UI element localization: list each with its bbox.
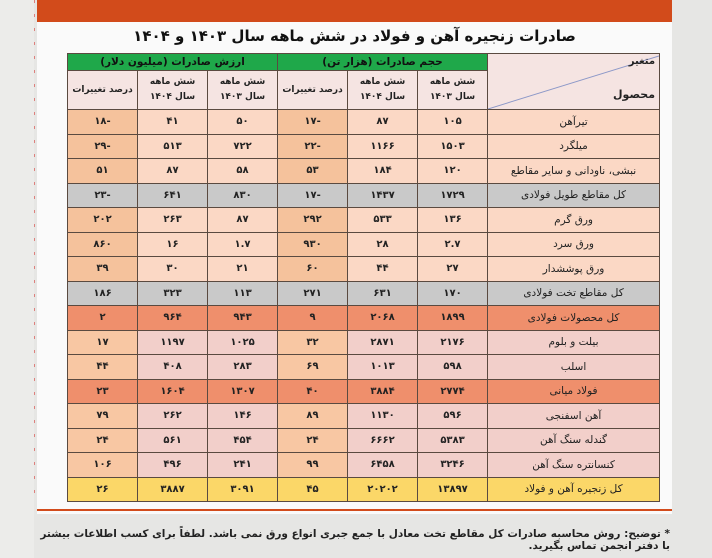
table-row: [68, 208, 660, 233]
vol-1404-cell: ۴۴: [348, 257, 418, 282]
product-name-cell: ورق گرم: [488, 208, 660, 233]
vol-pct-cell: -۲۲: [278, 134, 348, 159]
vol-1403-cell: ۳۲۴۶: [418, 453, 488, 478]
vol-pct-cell: ۶۰: [278, 257, 348, 282]
vol-1404-cell: ۱۰۱۳: [348, 355, 418, 380]
vol-1404-cell: ۶۶۶۲: [348, 428, 418, 453]
table-row: [68, 159, 660, 184]
vol-1403-cell: ۱۸۹۹: [418, 306, 488, 331]
vol-1403-cell: ۱۷۲۹: [418, 183, 488, 208]
vol-1403-cell: ۲۷۷۴: [418, 379, 488, 404]
exports-table: [67, 53, 660, 502]
vol-pct-cell: ۲۹۲: [278, 208, 348, 233]
val-1404-cell: ۳۲۳: [138, 281, 208, 306]
vol-pct-cell: -۱۷: [278, 183, 348, 208]
vol-1403-cell: ۵۳۸۳: [418, 428, 488, 453]
vol-1404-cell: ۱۱۳۰: [348, 404, 418, 429]
vol-1403-cell: ۲۷: [418, 257, 488, 282]
val-pct-cell: ۸۶۰: [68, 232, 138, 257]
val-pct-cell: -۲۳: [68, 183, 138, 208]
val-pct-cell: ۳۹: [68, 257, 138, 282]
corner-header: [488, 54, 660, 110]
vol-1403-cell: ۵۹۸: [418, 355, 488, 380]
val-pct-cell: -۲۹: [68, 134, 138, 159]
val-pct-cell: ۱۰۶: [68, 453, 138, 478]
val-1403-cell: ۵۸: [208, 159, 278, 184]
val-1404-cell: ۳۸۸۷: [138, 477, 208, 502]
vol-1404-cell: ۸۷: [348, 110, 418, 135]
left-margin: [0, 0, 34, 558]
vol-pct-cell: ۹: [278, 306, 348, 331]
vol-1404-header: شش ماهه سال ۱۴۰۴: [348, 71, 418, 110]
table-row: [68, 281, 660, 306]
vol-pct-cell: ۹۹: [278, 453, 348, 478]
vol-1404-cell: ۶۴۵۸: [348, 453, 418, 478]
val-1404-cell: ۲۶۳: [138, 208, 208, 233]
val-1403-cell: ۵۰: [208, 110, 278, 135]
table-row: [68, 110, 660, 135]
val-pct-cell: ۵۱: [68, 159, 138, 184]
product-name-cell: نبشی، ناودانی و سایر مقاطع: [488, 159, 660, 184]
margin-rule: [34, 0, 35, 500]
val-pct-cell: ۲۶: [68, 477, 138, 502]
val-pct-cell: ۴۴: [68, 355, 138, 380]
table-row: [68, 404, 660, 429]
val-1403-cell: ۱۱۳: [208, 281, 278, 306]
val-1404-cell: ۴۰۸: [138, 355, 208, 380]
table-row: [68, 355, 660, 380]
variable-label: متغیر: [628, 56, 656, 67]
val-1404-cell: ۲۶۲: [138, 404, 208, 429]
val-pct-cell: ۲: [68, 306, 138, 331]
vol-1404-cell: ۳۸۸۴: [348, 379, 418, 404]
vol-1403-cell: ۲۱۷۶: [418, 330, 488, 355]
val-1403-cell: ۳۰۹۱: [208, 477, 278, 502]
vol-1404-cell: ۲۸۷۱: [348, 330, 418, 355]
val-1403-cell: ۲۱: [208, 257, 278, 282]
vol-1403-cell: ۱۷۰: [418, 281, 488, 306]
vol-pct-cell: ۶۹: [278, 355, 348, 380]
val-pct-cell: ۲۰۲: [68, 208, 138, 233]
vol-pct-cell: ۲۷۱: [278, 281, 348, 306]
value-group-header: ارزش صادرات (میلیون دلار): [68, 54, 278, 71]
table-row: [68, 257, 660, 282]
vol-1403-header: شش ماهه سال ۱۴۰۳: [418, 71, 488, 110]
product-name-cell: ورق پوششدار: [488, 257, 660, 282]
vol-1404-cell: ۱۴۳۷: [348, 183, 418, 208]
val-1404-cell: ۱۶: [138, 232, 208, 257]
val-pct-cell: ۲۳: [68, 379, 138, 404]
vol-1404-cell: ۵۳۳: [348, 208, 418, 233]
product-name-cell: گندله سنگ آهن: [488, 428, 660, 453]
vol-1404-cell: ۲۸: [348, 232, 418, 257]
header-banner: [37, 0, 672, 22]
vol-pct-header: درصد تغییرات: [278, 71, 348, 110]
footer-rule: [37, 509, 672, 511]
product-name-cell: فولاد میانی: [488, 379, 660, 404]
vol-pct-cell: ۵۳: [278, 159, 348, 184]
val-1403-header: شش ماهه سال ۱۴۰۳: [208, 71, 278, 110]
val-1404-cell: ۵۱۳: [138, 134, 208, 159]
product-name-cell: ورق سرد: [488, 232, 660, 257]
table-row: [68, 306, 660, 331]
vol-1403-cell: ۱۰۵: [418, 110, 488, 135]
vol-1404-cell: ۲۰۶۸: [348, 306, 418, 331]
table-row: [68, 428, 660, 453]
product-name-cell: آهن اسفنجی: [488, 404, 660, 429]
vol-pct-cell: ۲۴: [278, 428, 348, 453]
val-1403-cell: ۱۳۰۷: [208, 379, 278, 404]
vol-1404-cell: ۱۱۶۶: [348, 134, 418, 159]
val-1403-cell: ۸۷: [208, 208, 278, 233]
val-pct-cell: ۱۷: [68, 330, 138, 355]
val-1404-cell: ۹۶۴: [138, 306, 208, 331]
vol-1404-cell: ۱۸۴: [348, 159, 418, 184]
product-name-cell: میلگرد: [488, 134, 660, 159]
val-1403-cell: ۱.۷: [208, 232, 278, 257]
val-pct-cell: ۱۸۶: [68, 281, 138, 306]
table-row: [68, 134, 660, 159]
vol-1404-cell: ۲۰۲۰۲: [348, 477, 418, 502]
val-1404-cell: ۴۹۶: [138, 453, 208, 478]
table-row: [68, 379, 660, 404]
table-row: [68, 453, 660, 478]
val-pct-cell: ۲۴: [68, 428, 138, 453]
val-1403-cell: ۱۴۶: [208, 404, 278, 429]
val-pct-header: درصد تغییرات: [68, 71, 138, 110]
footnote: * توضیح: روش محاسبه صادرات کل مقاطع تخت معادل با جمع جبری انواع ورق نمی باشد. لطفاً برای کسب اطلاعات بیشتر با دفتر انجمن تماس بگیرید.: [40, 528, 670, 552]
vol-pct-cell: ۸۹: [278, 404, 348, 429]
page-title: صادرات زنجیره آهن و فولاد در شش ماهه سال ۱۴۰۳ و ۱۴۰۴: [133, 27, 576, 45]
val-1404-cell: ۱۱۹۷: [138, 330, 208, 355]
table-row: [68, 477, 660, 502]
vol-pct-cell: ۴۵: [278, 477, 348, 502]
val-1403-cell: ۹۴۳: [208, 306, 278, 331]
product-name-cell: کل زنجیره آهن و فولاد: [488, 477, 660, 502]
table-row: [68, 232, 660, 257]
vol-1403-cell: ۱۳۸۹۷: [418, 477, 488, 502]
product-name-cell: کل مقاطع تخت فولادی: [488, 281, 660, 306]
product-name-cell: کل مقاطع طویل فولادی: [488, 183, 660, 208]
product-name-cell: کنسانتره سنگ آهن: [488, 453, 660, 478]
val-1403-cell: ۲۸۳: [208, 355, 278, 380]
vol-1403-cell: ۱۵۰۳: [418, 134, 488, 159]
vol-1403-cell: ۱۳۶: [418, 208, 488, 233]
table-row: [68, 330, 660, 355]
val-pct-cell: ۷۹: [68, 404, 138, 429]
product-name-cell: کل محصولات فولادی: [488, 306, 660, 331]
vol-1403-cell: ۱۲۰: [418, 159, 488, 184]
val-1404-header: شش ماهه سال ۱۴۰۴: [138, 71, 208, 110]
product-name-cell: تیرآهن: [488, 110, 660, 135]
product-name-cell: اسلب: [488, 355, 660, 380]
volume-group-header: حجم صادرات (هزار تن): [278, 54, 488, 71]
val-1404-cell: ۶۴۱: [138, 183, 208, 208]
product-label: محصول: [613, 88, 656, 101]
vol-1403-cell: ۲.۷: [418, 232, 488, 257]
val-1404-cell: ۵۶۱: [138, 428, 208, 453]
product-name-cell: بیلت و بلوم: [488, 330, 660, 355]
val-1403-cell: ۷۲۲: [208, 134, 278, 159]
val-1403-cell: ۸۳۰: [208, 183, 278, 208]
val-1404-cell: ۸۷: [138, 159, 208, 184]
vol-pct-cell: -۱۷: [278, 110, 348, 135]
val-1403-cell: ۴۵۴: [208, 428, 278, 453]
vol-pct-cell: ۴۰: [278, 379, 348, 404]
vol-1404-cell: ۶۳۱: [348, 281, 418, 306]
vol-pct-cell: ۳۲: [278, 330, 348, 355]
vol-pct-cell: ۹۳۰: [278, 232, 348, 257]
vol-1403-cell: ۵۹۶: [418, 404, 488, 429]
val-pct-cell: -۱۸: [68, 110, 138, 135]
val-1404-cell: ۴۱: [138, 110, 208, 135]
table-row: [68, 183, 660, 208]
val-1403-cell: ۲۴۱: [208, 453, 278, 478]
val-1403-cell: ۱۰۲۵: [208, 330, 278, 355]
val-1404-cell: ۳۰: [138, 257, 208, 282]
val-1404-cell: ۱۶۰۴: [138, 379, 208, 404]
